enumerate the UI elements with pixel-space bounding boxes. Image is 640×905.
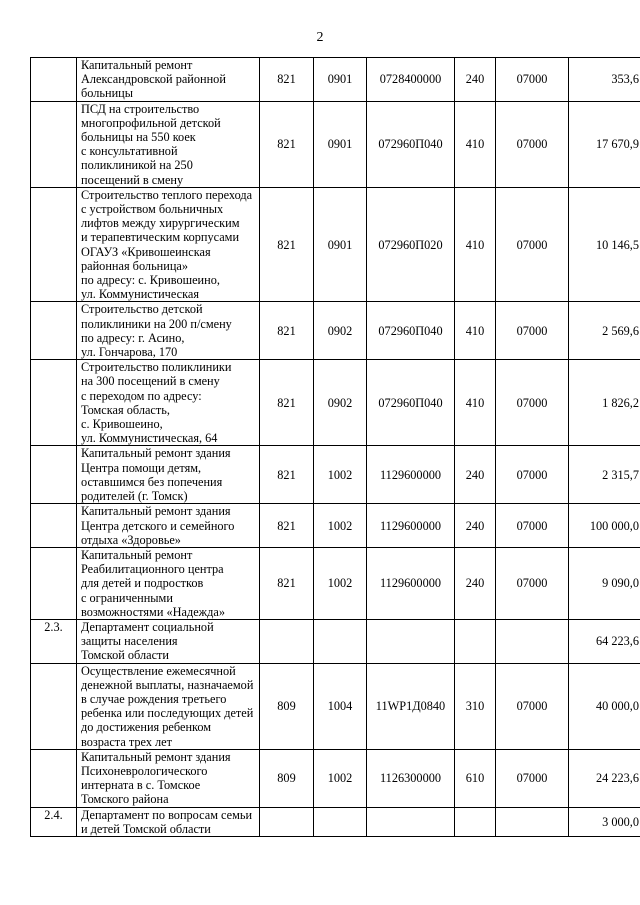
name-line: защиты населения [81,634,178,649]
expense-type-code: 410 [455,101,496,187]
table-row [31,446,640,504]
name-line: ул. Коммунистическая, 64 [81,431,218,446]
row-sum: 2 315,7 [569,446,640,504]
row-name [77,101,260,187]
page-number: 2 [316,30,324,45]
expense-type-code [455,619,496,663]
section-code: 0902 [314,360,367,446]
source-code: 07000 [496,749,569,807]
name-line: Психоневрологического [81,763,208,778]
row-number [31,58,77,102]
row-sum: 100 000,0 [569,504,640,548]
name-line: ул. Коммунистическая [81,287,199,302]
name-line: ПСД на строительство [81,101,200,116]
target-code: 072960П040 [367,101,455,187]
source-code: 07000 [496,58,569,102]
name-line: районная больница» [81,258,189,273]
name-line: больницы [81,86,133,101]
section-code: 0902 [314,302,367,360]
name-line: Реабилитационного центра [81,562,224,577]
source-code: 07000 [496,360,569,446]
section-code [314,807,367,836]
name-line: Центра детского и семейного [81,518,235,533]
name-line: многопрофильной детской [81,115,221,130]
name-line: по адресу: с. Кривошеино, [81,273,220,288]
expense-type-code: 240 [455,446,496,504]
row-sum: 9 090,0 [569,547,640,619]
name-line: для детей и подростков [81,576,204,591]
section-code: 1002 [314,749,367,807]
row-number [31,663,77,749]
admin-code: 809 [260,749,314,807]
name-line: больницы на 550 коек [81,130,196,145]
expense-type-code: 410 [455,187,496,302]
row-sum: 17 670,9 [569,101,640,187]
row-name [77,619,260,663]
row-sum: 24 223,6 [569,749,640,807]
name-line: денежной выплаты, назначаемой [81,677,254,692]
section-code: 1002 [314,446,367,504]
expense-type-code: 310 [455,663,496,749]
name-line: Томская область, [81,402,170,417]
name-line: Строительство поликлиники [81,360,232,375]
table-row [31,302,640,360]
expense-type-code: 410 [455,302,496,360]
source-code: 07000 [496,547,569,619]
section-code [314,619,367,663]
table-row [31,807,640,836]
expense-type-code: 240 [455,547,496,619]
name-line: на 300 посещений в смену [81,374,220,389]
name-line: ребенка или последующих детей [81,706,254,721]
table-row [31,504,640,548]
source-code: 07000 [496,663,569,749]
expense-type-code: 240 [455,58,496,102]
source-code: 07000 [496,101,569,187]
name-line: до достижения ребенком [81,720,212,735]
row-number: 2.4. [31,807,77,836]
row-sum: 2 569,6 [569,302,640,360]
name-line: с переходом по адресу: [81,388,202,403]
admin-code: 809 [260,663,314,749]
row-number: 2.3. [31,619,77,663]
admin-code: 821 [260,101,314,187]
target-code: 1129600000 [367,547,455,619]
name-line: оставшимся без попечения [81,474,223,489]
row-name [77,187,260,302]
name-line: ул. Гончарова, 170 [81,345,178,360]
name-line: Капитальный ремонт здания [81,446,231,461]
row-number [31,187,77,302]
name-line: Александровской районной [81,72,226,87]
row-sum: 10 146,5 [569,187,640,302]
row-sum: 64 223,6 [569,619,640,663]
section-code: 1002 [314,547,367,619]
table-row [31,58,640,102]
admin-code [260,807,314,836]
target-code: 11WP1Д0840 [367,663,455,749]
name-line: с ограниченными [81,590,173,605]
admin-code: 821 [260,58,314,102]
name-line: и терапевтическим корпусами [81,230,240,245]
row-name [77,807,260,836]
name-line: поликлиники на 200 п/смену [81,316,232,331]
admin-code: 821 [260,547,314,619]
name-line: Капитальный ремонт здания [81,504,231,519]
budget-table [30,57,640,837]
name-line: лифтов между хирургическим [81,216,240,231]
source-code: 07000 [496,446,569,504]
section-code: 0901 [314,187,367,302]
admin-code: 821 [260,360,314,446]
name-line: Департамент социальной [81,619,214,634]
name-line: посещений в смену [81,172,184,187]
name-line: отдыха «Здоровье» [81,532,181,547]
row-name [77,360,260,446]
name-line: поликлиникой на 250 [81,158,193,173]
source-code [496,807,569,836]
name-line: Строительство теплого перехода [81,187,253,202]
table-row [31,547,640,619]
expense-type-code: 240 [455,504,496,548]
row-name [77,58,260,102]
row-number [31,547,77,619]
row-name [77,302,260,360]
name-line: Осуществление ежемесячной [81,663,236,678]
row-sum: 353,6 [569,58,640,102]
name-line: с консультативной [81,144,178,159]
row-number [31,504,77,548]
row-number [31,302,77,360]
expense-type-code [455,807,496,836]
row-sum: 1 826,2 [569,360,640,446]
target-code: 072960П040 [367,360,455,446]
name-line: ОГАУЗ «Кривошеинская [81,244,211,259]
target-code [367,807,455,836]
name-line: Томской области [81,648,169,663]
name-line: Центра помощи детям, [81,460,202,475]
section-code: 0901 [314,58,367,102]
table-row [31,749,640,807]
section-code: 0901 [314,101,367,187]
target-code [367,619,455,663]
row-name [77,446,260,504]
name-line: Строительство детской [81,302,203,317]
row-number [31,101,77,187]
admin-code: 821 [260,504,314,548]
admin-code [260,619,314,663]
table-row [31,101,640,187]
source-code [496,619,569,663]
name-line: Департамент по вопросам семьи [81,807,253,822]
row-name [77,547,260,619]
expense-type-code: 410 [455,360,496,446]
table-row [31,619,640,663]
name-line: Капитальный ремонт здания [81,749,231,764]
table-row [31,187,640,302]
name-line: по адресу: г. Асино, [81,330,185,345]
target-code: 1126300000 [367,749,455,807]
row-name [77,749,260,807]
target-code: 0728400000 [367,58,455,102]
source-code: 07000 [496,187,569,302]
table-row [31,663,640,749]
name-line: Капитальный ремонт [81,58,193,72]
row-number [31,360,77,446]
target-code: 072960П040 [367,302,455,360]
expense-type-code: 610 [455,749,496,807]
name-line: Томского района [81,792,169,807]
name-line: Капитальный ремонт [81,547,193,562]
section-code: 1002 [314,504,367,548]
row-name [77,504,260,548]
row-number [31,749,77,807]
name-line: в случае рождения третьего [81,691,227,706]
name-line: интерната в с. Томское [81,778,201,793]
admin-code: 821 [260,446,314,504]
section-code: 1004 [314,663,367,749]
row-sum: 3 000,0 [569,807,640,836]
source-code: 07000 [496,302,569,360]
row-sum: 40 000,0 [569,663,640,749]
table-row [31,360,640,446]
admin-code: 821 [260,187,314,302]
target-code: 1129600000 [367,446,455,504]
target-code: 1129600000 [367,504,455,548]
row-name [77,663,260,749]
name-line: возможностями «Надежда» [81,604,226,619]
name-line: возраста трех лет [81,734,173,749]
name-line: с устройством больничных [81,202,224,217]
target-code: 072960П020 [367,187,455,302]
name-line: с. Кривошеино, [81,417,163,432]
source-code: 07000 [496,504,569,548]
name-line: родителей (г. Томск) [81,489,188,504]
admin-code: 821 [260,302,314,360]
row-number [31,446,77,504]
name-line: и детей Томской области [81,821,211,836]
